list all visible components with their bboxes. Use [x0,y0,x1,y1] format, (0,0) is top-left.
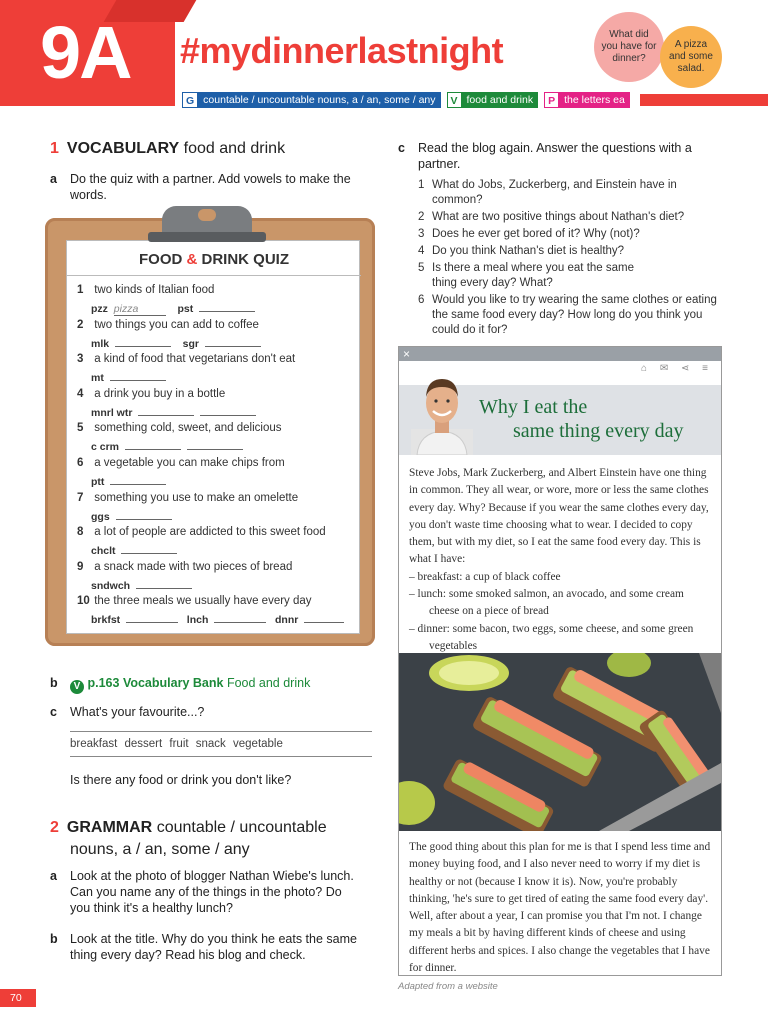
question-number: 2 [418,211,425,223]
answer-blank[interactable] [126,612,178,623]
question-number: 3 [418,228,425,240]
answer-blank[interactable] [110,370,166,381]
source-note: Adapted from a website [398,981,498,992]
blog-title [479,395,709,443]
vocabulary-bank-topic: Food and drink [226,676,311,690]
vocabulary-bank-icon: V [70,680,84,694]
grammar-pill [182,92,441,108]
section-topic: countable / uncountable [156,819,327,836]
blog-list-item: – lunch: some smoked salmon, an avocado, and some cream cheese on a piece of bread [409,588,684,618]
quiz-item-number: 8 [77,526,84,538]
section-label: GRAMMAR [66,819,153,836]
quiz-title-drink: DRINK QUIZ [201,251,290,268]
exercise-text: Look at the title. Why do you think he eats the same thing every day? Read his blog and check. [70,932,357,962]
question-text: What do Jobs, Zuckerberg, and Einstein have in common? [432,179,677,206]
quiz-clue: mnrl wtr [91,407,133,419]
speech-bubble-question: What did you have for dinner? [594,12,664,82]
section-1-heading [50,140,285,158]
question-number: 6 [418,294,425,306]
quiz-item [77,560,357,575]
word-box: breakfast dessert fruit snack vegetable [70,731,372,757]
quiz-item [77,387,357,402]
pronunciation-pill [544,92,630,108]
quiz-clue: chclt [91,545,116,557]
exercise-1b [50,675,370,694]
question-5 [418,261,648,291]
question-number: 5 [418,262,425,274]
quiz-item [77,421,357,436]
answer-blank[interactable] [199,301,255,312]
exercise-text: Do the quiz with a partner. Add vowels to make the words. [70,172,351,202]
quiz-item-question: a lot of people are addicted to this sweet food [94,526,326,538]
blog-paragraph-2: The good thing about this plan for me is that I spend less time and money buying food, and I also never need to worry if my diet is healthy or not (because I know it is). Now, you're probably thinking, 'he's sure to get tired of eating the same food every day'. Well, after about a year, I can promise you that I'm not. I change my meals a bit by having different kinds of cheese and using different herbs and spices. I also change the vegetables that I have for dinner. [409,841,711,975]
grammar-pill-tag: G [182,92,198,108]
answer-blank[interactable] [125,439,181,450]
quiz-title-rule [67,275,361,276]
quiz-clue: ggs [91,511,110,523]
question-number: 1 [418,179,425,191]
quiz-answer-line [91,439,243,453]
quiz-clue: mlk [91,338,110,350]
quiz-item [77,594,357,609]
question-4 [418,244,718,259]
quiz-answer-line [91,336,261,350]
blog-toolbar-icons[interactable]: ⌂ ✉ ⋖ ≡ [641,363,713,374]
answer-blank[interactable] [116,509,172,520]
lesson-title: #mydinnerlastnight [180,30,504,71]
page-number: 70 [0,989,36,1007]
quiz-clue: sndwch [91,580,131,592]
blog-list-item: – breakfast: a cup of black coffee [409,571,561,583]
quiz-answer-line [91,509,172,523]
vocabulary-bank-page[interactable]: p.163 [87,676,120,690]
vocabulary-pill-text: food and drink [466,94,534,106]
quiz-clue: lnch [186,614,209,626]
quiz-item-question: something cold, sweet, and delicious [94,422,282,434]
quiz-clue: ptt [91,476,105,488]
close-icon[interactable]: × [403,347,411,361]
quiz-item-question: a kind of food that vegetarians don't eat [94,353,296,365]
quiz-item [77,318,357,333]
exercise-text: Read the blog again. Answer the questions with a partner. [418,141,692,171]
quiz-answer-line [91,612,344,626]
quiz-item-question: a vegetable you can make chips from [94,457,285,469]
question-text: Does he ever get bored of it? Why (not)? [432,228,640,240]
quiz-item-question: two kinds of Italian food [94,284,215,296]
quiz-answer-line [91,474,166,488]
quiz-clue: sgr [182,338,199,350]
quiz-answer-line [91,405,256,419]
answer-blank[interactable] [110,474,166,485]
exercise-text: Look at the photo of blogger Nathan Wiebe's lunch. Can you name any of the things in the photo? Do you think it's a healthy lunch? [70,869,354,915]
quiz-item-number: 10 [77,595,90,607]
question-text: Do you think Nathan's diet is healthy? [432,245,625,257]
answer-blank[interactable] [200,405,256,416]
answer-blank[interactable] [214,612,266,623]
section-topic-line-2: nouns, a / an, some / any [70,841,250,858]
question-text: Is there a meal where you eat the same thing every day? What? [432,262,634,289]
quiz-item [77,491,357,506]
blog-list-item: – dinner: some bacon, two eggs, some cheese, and some green vegetables [409,623,694,653]
quiz-clue: dnnr [275,614,299,626]
quiz-paper [66,240,360,634]
exercise-2b [50,931,365,963]
quiz-example-answer: pizza [114,303,166,316]
exercise-letter: a [50,869,57,883]
exercise-1a [50,171,370,203]
quiz-item-number: 9 [77,561,84,573]
quiz-clue: mt [91,372,104,384]
quiz-item [77,525,357,540]
quiz-item-number: 4 [77,388,84,400]
quiz-item [77,352,357,367]
lunch-photo [399,653,721,831]
question-text: Would you like to try wearing the same clothes or eating the same food every day? How long do you think you could do it for? [432,294,717,336]
exercise-letter: a [50,172,57,186]
section-topic: food and drink [183,140,286,157]
quiz-item-number: 5 [77,422,84,434]
clip-hole [198,209,216,221]
question-text: What are two positive things about Nathan's diet? [432,211,685,223]
pronunciation-pill-text: the letters ea [564,94,625,106]
quiz-clue: c crm [91,441,120,453]
vocabulary-pill [447,92,539,108]
section-2-heading [50,817,370,861]
quiz-clue: pzz [91,303,108,315]
vocabulary-bank-link[interactable]: Vocabulary Bank [122,676,224,690]
answer-blank[interactable] [115,336,171,347]
quiz-item-number: 7 [77,492,84,504]
question-6 [418,293,718,338]
quiz-item-number: 2 [77,319,84,331]
pronunciation-pill-tag: P [544,92,559,108]
quiz-item-question: a drink you buy in a bottle [94,388,226,400]
quiz-title [67,251,361,268]
vocabulary-pill-tag: V [447,92,462,108]
clip-bar [148,232,266,242]
quiz-answer-line [91,370,166,384]
answer-blank[interactable] [304,612,344,623]
quiz-item-number: 3 [77,353,84,365]
section-number: 1 [50,140,59,157]
header-rule [640,94,768,106]
answer-blank[interactable] [138,405,194,416]
answer-blank[interactable] [187,439,243,450]
blog-title-line-1: Why I eat the [479,396,588,418]
exercise-2a [50,868,365,916]
quiz-item-question: something you use to make an omelette [94,492,299,504]
quiz-clue: brkfst [91,614,121,626]
quiz-answer-line [91,543,177,557]
quiz-item-number: 1 [77,284,84,296]
section-label: VOCABULARY [66,140,180,157]
unit-number: 9A [40,11,131,94]
exercise-c-right [398,140,718,172]
blog-window [398,346,722,976]
quiz-title-food: FOOD [138,251,183,268]
speech-bubble-answer: A pizza and some salad. [660,26,722,88]
quiz-item-question: the three meals we usually have every day [94,595,312,607]
grammar-pill-text: countable / uncountable nouns, a / an, some / any [203,94,436,106]
quiz-answer-line [91,301,255,316]
section-number: 2 [50,819,59,836]
question-2 [418,210,718,225]
quiz-item [77,456,357,471]
exercise-letter: b [50,932,58,946]
question-number: 4 [418,245,425,257]
exercise-1c [50,704,370,720]
exercise-letter: c [398,141,405,155]
answer-blank[interactable] [121,543,177,554]
quiz-item-question: two things you can add to coffee [94,319,259,331]
exercise-letter: c [50,705,57,719]
blog-title-line-2: same thing every day [513,420,684,442]
quiz-title-amp: & [186,251,198,268]
lesson-focus-pills [182,92,630,108]
question-1 [418,178,718,208]
quiz-answer-line [91,578,192,592]
blogger-portrait [411,367,473,455]
question-3 [418,227,718,242]
blog-titlebar [399,347,721,361]
quiz-clue: pst [177,303,194,315]
answer-blank[interactable] [205,336,261,347]
blog-paragraph-1: Steve Jobs, Mark Zuckerberg, and Albert Einstein have one thing in common. They all wear, or wore, more or less the same clothes every day. Why? Because if you wear the same clothes every day, you don't waste time choosing what to wear. I decided to copy them, but with my diet, so I eat the same food every day. This is what I have: [409,467,709,566]
exercise-1c-followup: Is there any food or drink you don't like? [70,773,292,787]
quiz-item-number: 6 [77,457,84,469]
exercise-text: What's your favourite...? [70,705,205,719]
quiz-item-question: a snack made with two pieces of bread [94,561,293,573]
answer-blank[interactable] [136,578,192,589]
quiz-item [77,283,357,298]
exercise-letter: b [50,676,58,690]
